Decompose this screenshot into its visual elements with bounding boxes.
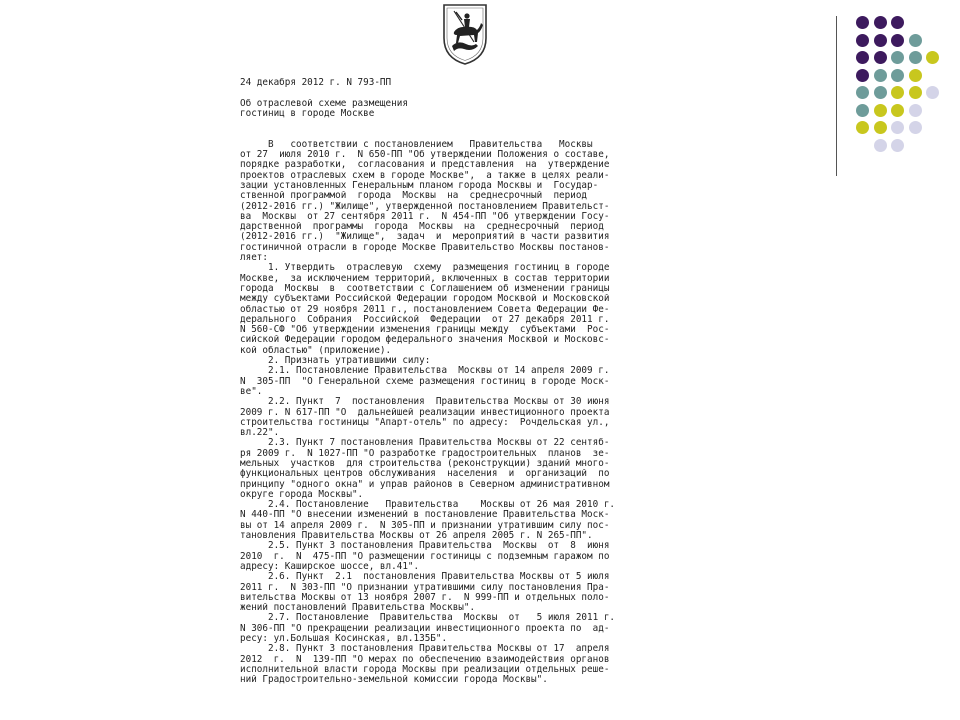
decorative-dot (909, 34, 922, 47)
document-body-line: вы от 14 апреля 2009 г. N 305-ПП и признании утратившим силу пос- (240, 520, 610, 531)
decorative-dot (874, 16, 887, 29)
document-body-line: 2.7. Постановление Правительства Москвы от 5 июля 2011 г. (240, 613, 616, 624)
document-body-line: 2.4. Постановление Правительства Москвы от 26 мая 2010 г. (240, 500, 616, 511)
document-body-line: между субъектами Российской Федерации городом Москвой и Московской (240, 294, 610, 305)
decorative-dot (856, 34, 869, 47)
document-body-line: N 305-ПП "О Генеральной схеме размещения гостиниц в городе Моск- (240, 376, 610, 387)
document-body-line: 2.1. Постановление Правительства Москвы от 14 апреля 2009 г. (240, 366, 610, 377)
decorative-dot (856, 86, 869, 99)
document-body-line: адресу: Каширское шоссе, вл.41". (240, 561, 420, 572)
vertical-divider-line (836, 16, 837, 176)
decorative-dot (856, 51, 869, 64)
document-body-line: принципу "одного окна" и управ районов в Северном административном (240, 479, 610, 490)
document-body-line: от 27 июля 2010 г. N 650-ПП "Об утверждении Положения о составе, (240, 150, 610, 161)
document-body-line: (2012-2016 гг.) "Жилище", задач и мероприятий в части развития (240, 232, 610, 243)
document-body-line: строительства гостиницы "Апарт-отель" по адресу: Рочдельская ул., (240, 417, 610, 428)
document-body-line: функциональных центров обслуживания населения и организаций по (240, 469, 610, 480)
document-body-line: ва Москвы от 27 сентября 2011 г. N 454-ПП "Об утверждении Госу- (240, 211, 610, 222)
document-body-line: мельных участков для строительства (реконструкции) зданий много- (240, 458, 610, 469)
document-body-line: жений постановлений Правительства Москвы". (240, 603, 476, 614)
decorative-dot (874, 139, 887, 152)
document-body-line: кой областью" (приложение). (240, 345, 392, 356)
decorative-dot (909, 121, 922, 134)
document-page (240, 78, 830, 686)
document-body-line: 2.5. Пункт 3 постановления Правительства Москвы от 8 июня (240, 541, 610, 552)
decorative-dot (874, 121, 887, 134)
document-body-line: зации установленных Генеральным планом города Москвы и Государ- (240, 180, 599, 191)
moscow-coat-of-arms-icon (440, 2, 490, 66)
document-body-line: N 440-ПП "О внесении изменений в постановление Правительства Моск- (240, 510, 610, 521)
document-body-line: 2.8. Пункт 3 постановления Правительства Москвы от 17 апреля (240, 644, 610, 655)
decorative-dot (909, 86, 922, 99)
decorative-dot (909, 69, 922, 82)
document-body-line: округе города Москвы". (240, 489, 364, 500)
decorative-dot (874, 69, 887, 82)
document-body-line: 2.3. Пункт 7 постановления Правительства Москвы от 22 сентяб- (240, 438, 610, 449)
decorative-dot (874, 51, 887, 64)
decorative-dot (891, 139, 904, 152)
document-body-line: гостиничной отрасли в городе Москве Правительство Москвы постанов- (240, 242, 610, 253)
document-body-line: города Москвы в соответствии с Соглашением об изменении границы (240, 283, 610, 294)
document-body-line: ря 2009 г. N 1027-ПП "О разработке градостроительных планов зе- (240, 448, 610, 459)
document-body-line: В соответствии с постановлением Правительства Москвы (240, 139, 593, 150)
decorative-dot (926, 51, 939, 64)
decorative-dot (856, 16, 869, 29)
document-body-line: областью от 29 ноября 2011 г., постановлением Совета Федерации Фе- (240, 304, 610, 315)
document-body-line: вл.22". (240, 428, 280, 439)
document-body-line: 2.6. Пункт 2.1 постановления Правительства Москвы от 5 июля (240, 572, 610, 583)
document-body-line: 2010 г. N 475-ПП "О размещении гостиницы с подземным гаражом по (240, 551, 610, 562)
decorative-dot (909, 51, 922, 64)
decorative-dot (891, 104, 904, 117)
decorative-dot (909, 104, 922, 117)
decorative-dot (874, 104, 887, 117)
decorative-dot (891, 51, 904, 64)
document-body-line: порядке разработки, согласования и представления на утверждение (240, 160, 610, 171)
decorative-dot (856, 69, 869, 82)
document-body-line: дарственной программы города Москвы на среднесрочный период (240, 222, 604, 233)
document-body-line: ляет: (240, 253, 268, 264)
decorative-dot (874, 86, 887, 99)
document-body-line: (2012-2016 гг.) "Жилище", утвержденной постановлением Правительст- (240, 201, 610, 212)
document-body-line: ресу: ул.Большая Косинская, вл.135Б". (240, 634, 448, 645)
document-body-line: N 560-СФ "Об утверждении изменения границы между субъектами Рос- (240, 325, 610, 336)
decorative-dot (891, 86, 904, 99)
decorative-dot (891, 69, 904, 82)
document-body-line: тановления Правительства Москвы от 26 апреля 2005 г. N 265-ПП". (240, 531, 593, 542)
decorative-dot (891, 34, 904, 47)
decorative-dot (891, 121, 904, 134)
document-body-line: 1. Утвердить отраслевую схему размещения гостиниц в городе (240, 263, 610, 274)
document-body-line: 2011 г. N 303-ПП "О признании утратившими силу постановления Пра- (240, 582, 610, 593)
document-body-line: Москве, за исключением территорий, включенных в состав территории (240, 273, 610, 284)
document-body-line: 2012 г. N 139-ПП "О мерах по обеспечению взаимодействия органов (240, 654, 610, 665)
decorative-dot (856, 121, 869, 134)
document-body-line: 2. Признать утратившими силу: (240, 356, 431, 367)
document-body-line: ний Градостроительно-земельной комиссии города Москвы". (240, 675, 548, 686)
decorative-dot (874, 34, 887, 47)
document-body-line: сийской Федерации городом федерального значения Москвой и Московс- (240, 335, 610, 346)
document-body-line: дерального Собрания Российской Федерации от 27 декабря 2011 г. (240, 314, 610, 325)
document-body-line: 2009 г. N 617-ПП "О дальнейшей реализации инвестиционного проекта (240, 407, 610, 418)
document-title-line: Об отраслевой схеме размещения (240, 98, 408, 109)
decorative-dot (856, 104, 869, 117)
document-body (240, 140, 830, 686)
document-date-number: 24 декабря 2012 г. N 793-ПП (240, 78, 392, 88)
document-body-line: вительства Москвы от 13 ноября 2007 г. N 999-ПП и отдельных поло- (240, 592, 610, 603)
decorative-dot (891, 16, 904, 29)
document-title-line: гостиниц в городе Москве (240, 108, 375, 119)
document-body-line: ственной программой города Москвы на среднесрочный период (240, 191, 588, 202)
decorative-dot (926, 86, 939, 99)
document-body-line: 2.2. Пункт 7 постановления Правительства Москвы от 30 июня (240, 397, 610, 408)
document-body-line: ве". (240, 386, 263, 397)
decorative-dot-grid (850, 10, 960, 160)
document-body-line: исполнительной власти города Москвы при реализации отдельных решe- (240, 664, 610, 675)
document-body-line: проектов отраслевых схем в городе Москве", а также в целях реали- (240, 170, 610, 181)
document-body-line: N 306-ПП "О прекращении реализации инвестиционного проекта по ад- (240, 623, 610, 634)
